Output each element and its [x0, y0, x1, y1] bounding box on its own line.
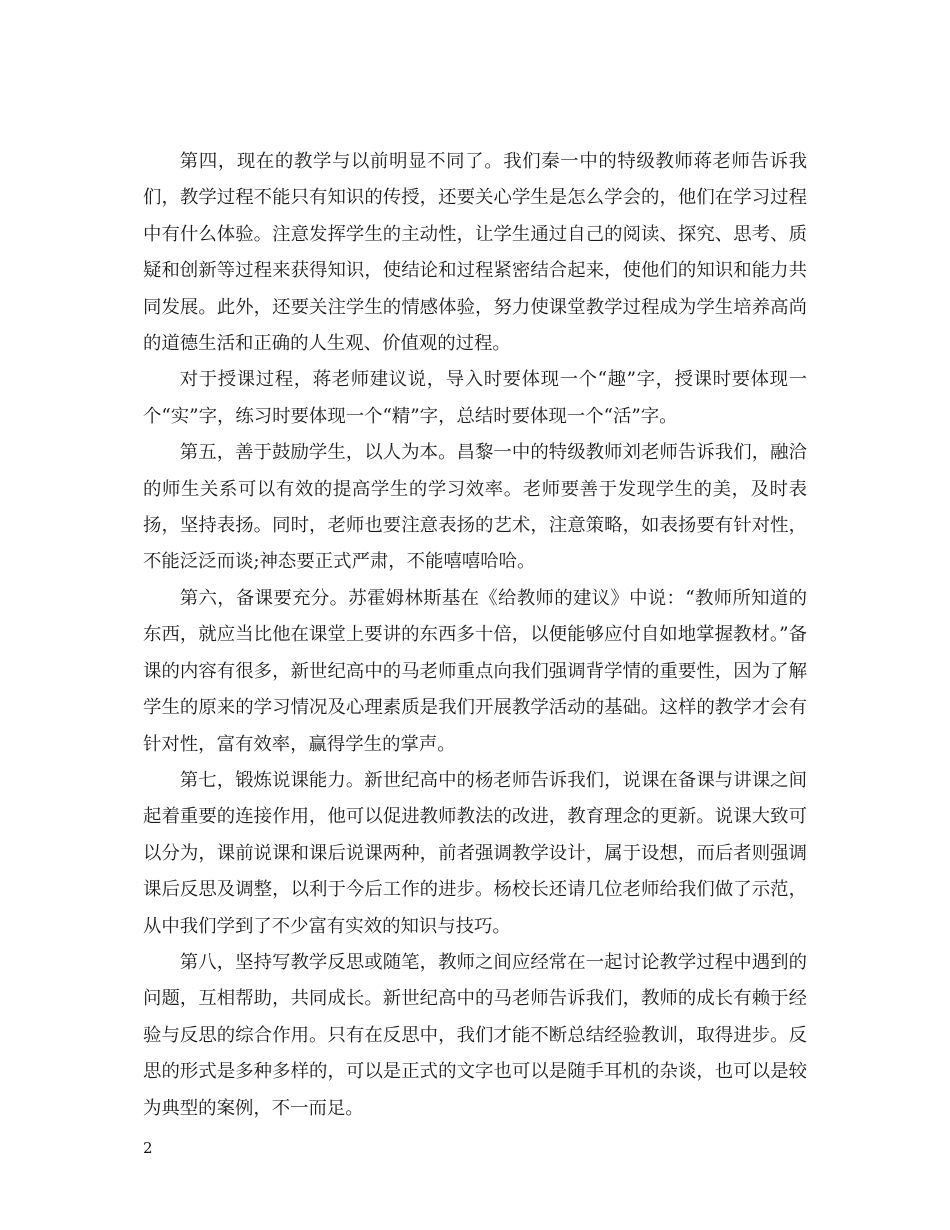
- page-number: 2: [143, 1139, 153, 1157]
- paragraph-point-six: 第六，备课要充分。苏霍姆林斯基在《给教师的建议》中说：“教师所知道的东西，就应当比他在课堂上要讲的东西多十倍，以便能够应付自如地掌握教材。”备课的内容有很多，新世纪高中的马老师重点向我们强调背学情的重要性，因为了解学生的原来的学习情况及心理素质是我们开展教学活动的基础。这样的教学才会有针对性，富有效率，赢得学生的掌声。: [143, 587, 807, 755]
- document-body: [143, 144, 807, 1127]
- paragraph-point-eight: 第八，坚持写教学反思或随笔，教师之间应经常在一起讨论教学过程中遇到的问题，互相帮助，共同成长。新世纪高中的马老师告诉我们，教师的成长有赖于经验与反思的综合作用。只有在反思中，我们才能不断总结经验教训，取得进步。反思的形式是多种多样的，可以是正式的文字也可以是随手耳机的杂谈，也可以是较为典型的案例，不一而足。: [143, 951, 807, 1119]
- paragraph-point-five: 第五，善于鼓励学生，以人为本。昌黎一中的特级教师刘老师告诉我们，融洽的师生关系可以有效的提高学生的学习效率。老师要善于发现学生的美，及时表扬，坚持表扬。同时，老师也要注意表扬的艺术，注意策略，如表扬要有针对性，不能泛泛而谈;神态要正式严肃，不能嘻嘻哈哈。: [143, 442, 807, 573]
- paragraph-point-seven: 第七，锻炼说课能力。新世纪高中的杨老师告诉我们，说课在备课与讲课之间起着重要的连接作用，他可以促进教师教法的改进，教育理念的更新。说课大致可以分为，课前说课和课后说课两种，前者强调教学设计，属于设想，而后者则强调课后反思及调整，以利于今后工作的进步。杨校长还请几位老师给我们做了示范，从中我们学到了不少富有实效的知识与技巧。: [143, 769, 807, 937]
- paragraph-teaching-process: 对于授课过程，蒋老师建议说，导入时要体现一个“趣”字，授课时要体现一个“实”字，练习时要体现一个“精”字，总结时要体现一个“活”字。: [143, 369, 807, 427]
- paragraph-point-four: 第四，现在的教学与以前明显不同了。我们秦一中的特级教师蒋老师告诉我们，教学过程不能只有知识的传授，还要关心学生是怎么学会的，他们在学习过程中有什么体验。注意发挥学生的主动性，让学生通过自己的阅读、探究、思考、质疑和创新等过程来获得知识，使结论和过程紧密结合起来，使他们的知识和能力共同发展。此外，还要关注学生的情感体验，努力使课堂教学过程成为学生培养高尚的道德生活和正确的人生观、价值观的过程。: [143, 151, 807, 355]
